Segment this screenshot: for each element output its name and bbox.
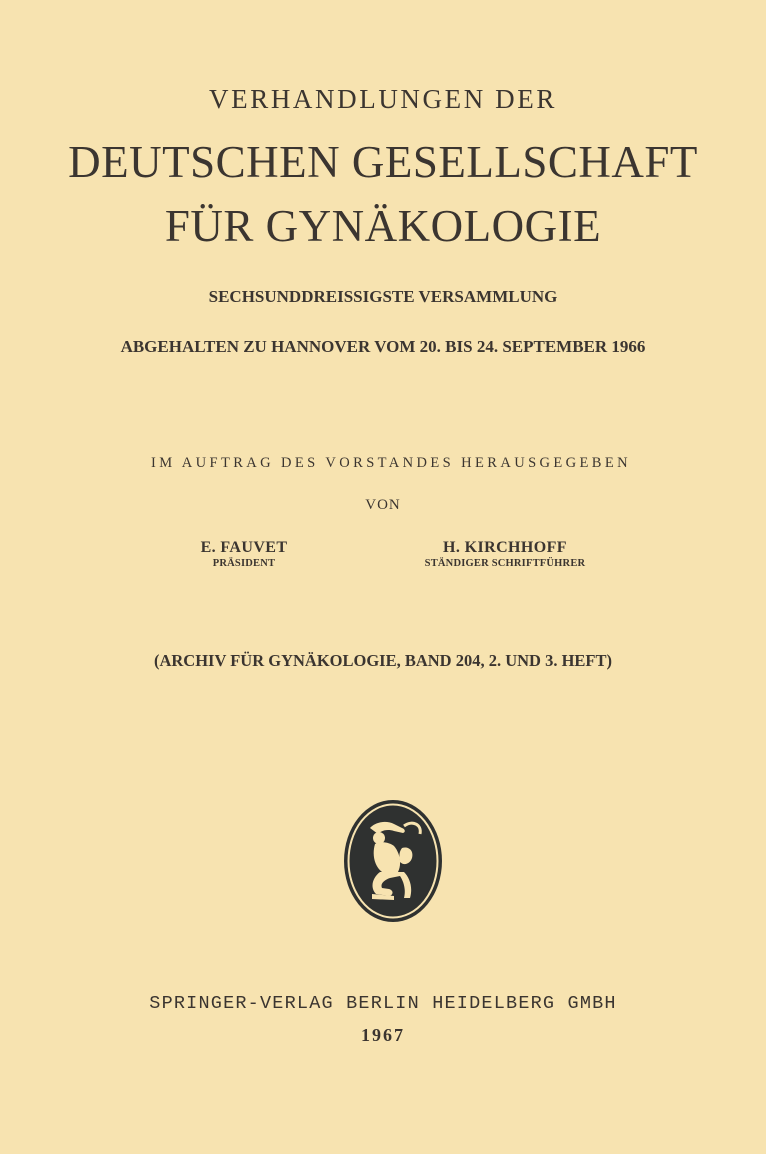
editor-name: E. FAUVET xyxy=(200,539,288,556)
by-label: VON xyxy=(365,497,401,513)
publisher-imprint: SPRINGER-VERLAG BERLIN HEIDELBERG GMBH xyxy=(149,993,617,1014)
editor-role: STÄNDIGER SCHRIFTFÜHRER xyxy=(424,558,586,569)
editor-kirchhoff xyxy=(405,539,605,569)
meeting-subtitle: SECHSUNDDREISSIGSTE VERSAMMLUNG xyxy=(208,287,558,306)
main-title-line-2: FÜR GYNÄKOLOGIE xyxy=(164,201,602,251)
meeting-place-date: ABGEHALTEN ZU HANNOVER VOM 20. BIS 24. SEPTEMBER 1966 xyxy=(120,337,646,356)
series-title: VERHANDLUNGEN DER xyxy=(209,84,557,114)
springer-knight-logo-icon xyxy=(342,798,444,924)
main-title-line-1: DEUTSCHEN GESELLSCHAFT xyxy=(68,137,698,187)
publication-year: 1967 xyxy=(361,1025,405,1045)
commission-statement: IM AUFTRAG DES VORSTANDES HERAUSGEGEBEN xyxy=(150,455,631,471)
editor-fauvet xyxy=(174,539,314,569)
editor-role: PRÄSIDENT xyxy=(212,558,276,569)
editor-name: H. KIRCHHOFF xyxy=(443,539,567,556)
archive-reference: (ARCHIV FÜR GYNÄKOLOGIE, BAND 204, 2. UND 3. HEFT) xyxy=(153,651,613,670)
